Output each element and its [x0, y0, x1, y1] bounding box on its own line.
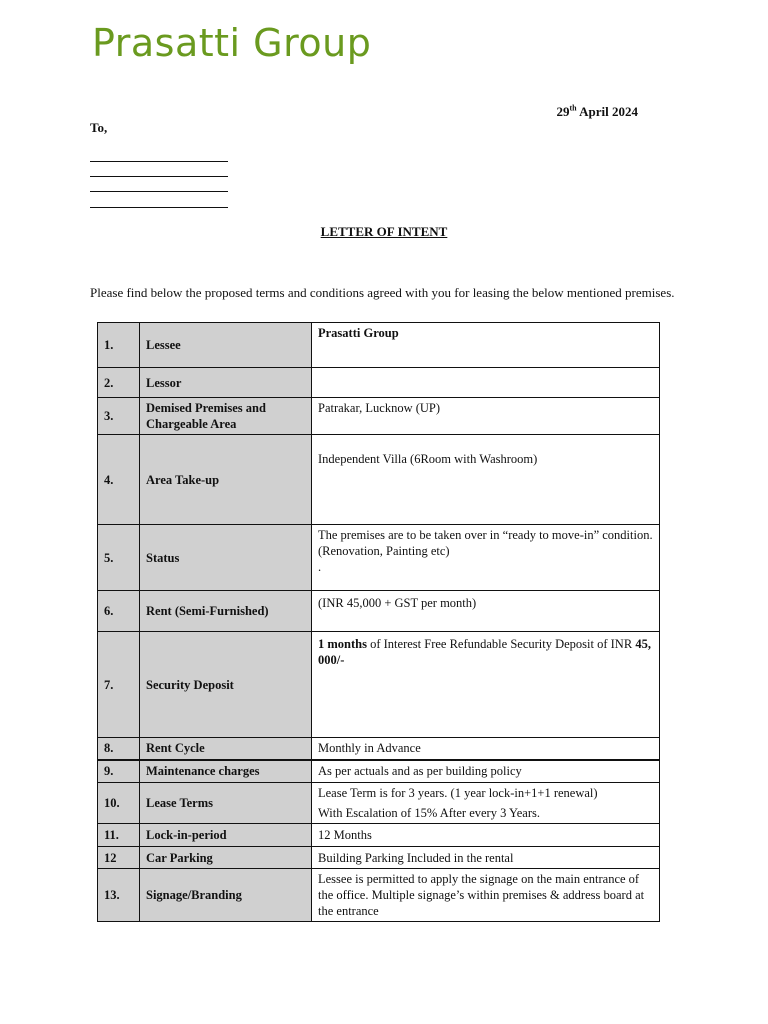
row-value: Patrakar, Lucknow (UP) [312, 398, 660, 435]
row-value: 12 Months [312, 824, 660, 847]
row-label: Rent Cycle [140, 738, 312, 760]
row-label: Area Take-up [140, 435, 312, 525]
table-row [98, 525, 660, 591]
row-number: 10. [98, 783, 140, 824]
row-value: Building Parking Included in the rental [312, 847, 660, 869]
row-label: Lessee [140, 323, 312, 368]
table-row [98, 783, 660, 824]
table-row [98, 760, 660, 783]
terms-table [97, 322, 660, 922]
address-line-2 [90, 176, 228, 177]
row-label: Status [140, 525, 312, 591]
address-line-4 [90, 207, 228, 208]
row-label: Security Deposit [140, 632, 312, 738]
letter-date: 29th April 2024 [556, 103, 638, 119]
table-row [98, 591, 660, 632]
table-row [98, 869, 660, 922]
letter-title: LETTER OF INTENT [320, 224, 448, 239]
row-label: Signage/Branding [140, 869, 312, 922]
row-number: 1. [98, 323, 140, 368]
row-label: Lease Terms [140, 783, 312, 824]
row-label: Maintenance charges [140, 760, 312, 783]
address-line-3 [90, 191, 228, 192]
row-number: 9. [98, 760, 140, 783]
row-value: Lessee is permitted to apply the signage on the main entrance of the office. Multiple signage’s within premises & address board at the entrance [312, 869, 660, 922]
company-logo: Prasatti Group [92, 21, 372, 65]
table-row [98, 738, 660, 760]
row-number: 8. [98, 738, 140, 760]
row-number: 4. [98, 435, 140, 525]
row-label: Lessor [140, 368, 312, 398]
salutation-to: To, [90, 120, 108, 135]
table-row [98, 824, 660, 847]
row-value: The premises are to be taken over in “ready to move-in” condition. (Renovation, Painting etc) . [312, 525, 660, 591]
row-value: Independent Villa (6Room with Washroom) [312, 435, 660, 525]
intro-text: Please find below the proposed terms and conditions agreed with you for leasing the below mentioned premises. [90, 285, 675, 300]
row-value: Monthly in Advance [312, 738, 660, 760]
row-label: Demised Premises and Chargeable Area [140, 398, 312, 435]
row-value: Lease Term is for 3 years. (1 year lock-in+1+1 renewal) With Escalation of 15% After every 3 Years. [312, 783, 660, 824]
row-number: 12 [98, 847, 140, 869]
table-row [98, 847, 660, 869]
table-row [98, 435, 660, 525]
row-value: 1 months of Interest Free Refundable Security Deposit of INR 45, 000/- [312, 632, 660, 738]
row-number: 5. [98, 525, 140, 591]
table-row [98, 398, 660, 435]
table-row [98, 632, 660, 738]
address-line-1 [90, 161, 228, 162]
row-number: 11. [98, 824, 140, 847]
row-number: 6. [98, 591, 140, 632]
row-value: Prasatti Group [312, 323, 660, 368]
row-label: Car Parking [140, 847, 312, 869]
row-number: 2. [98, 368, 140, 398]
row-label: Lock-in-period [140, 824, 312, 847]
table-row [98, 368, 660, 398]
row-value: (INR 45,000 + GST per month) [312, 591, 660, 632]
row-number: 3. [98, 398, 140, 435]
row-label: Rent (Semi-Furnished) [140, 591, 312, 632]
row-value: As per actuals and as per building policy [312, 760, 660, 783]
row-number: 7. [98, 632, 140, 738]
row-number: 13. [98, 869, 140, 922]
row-value [312, 368, 660, 398]
table-row [98, 323, 660, 368]
